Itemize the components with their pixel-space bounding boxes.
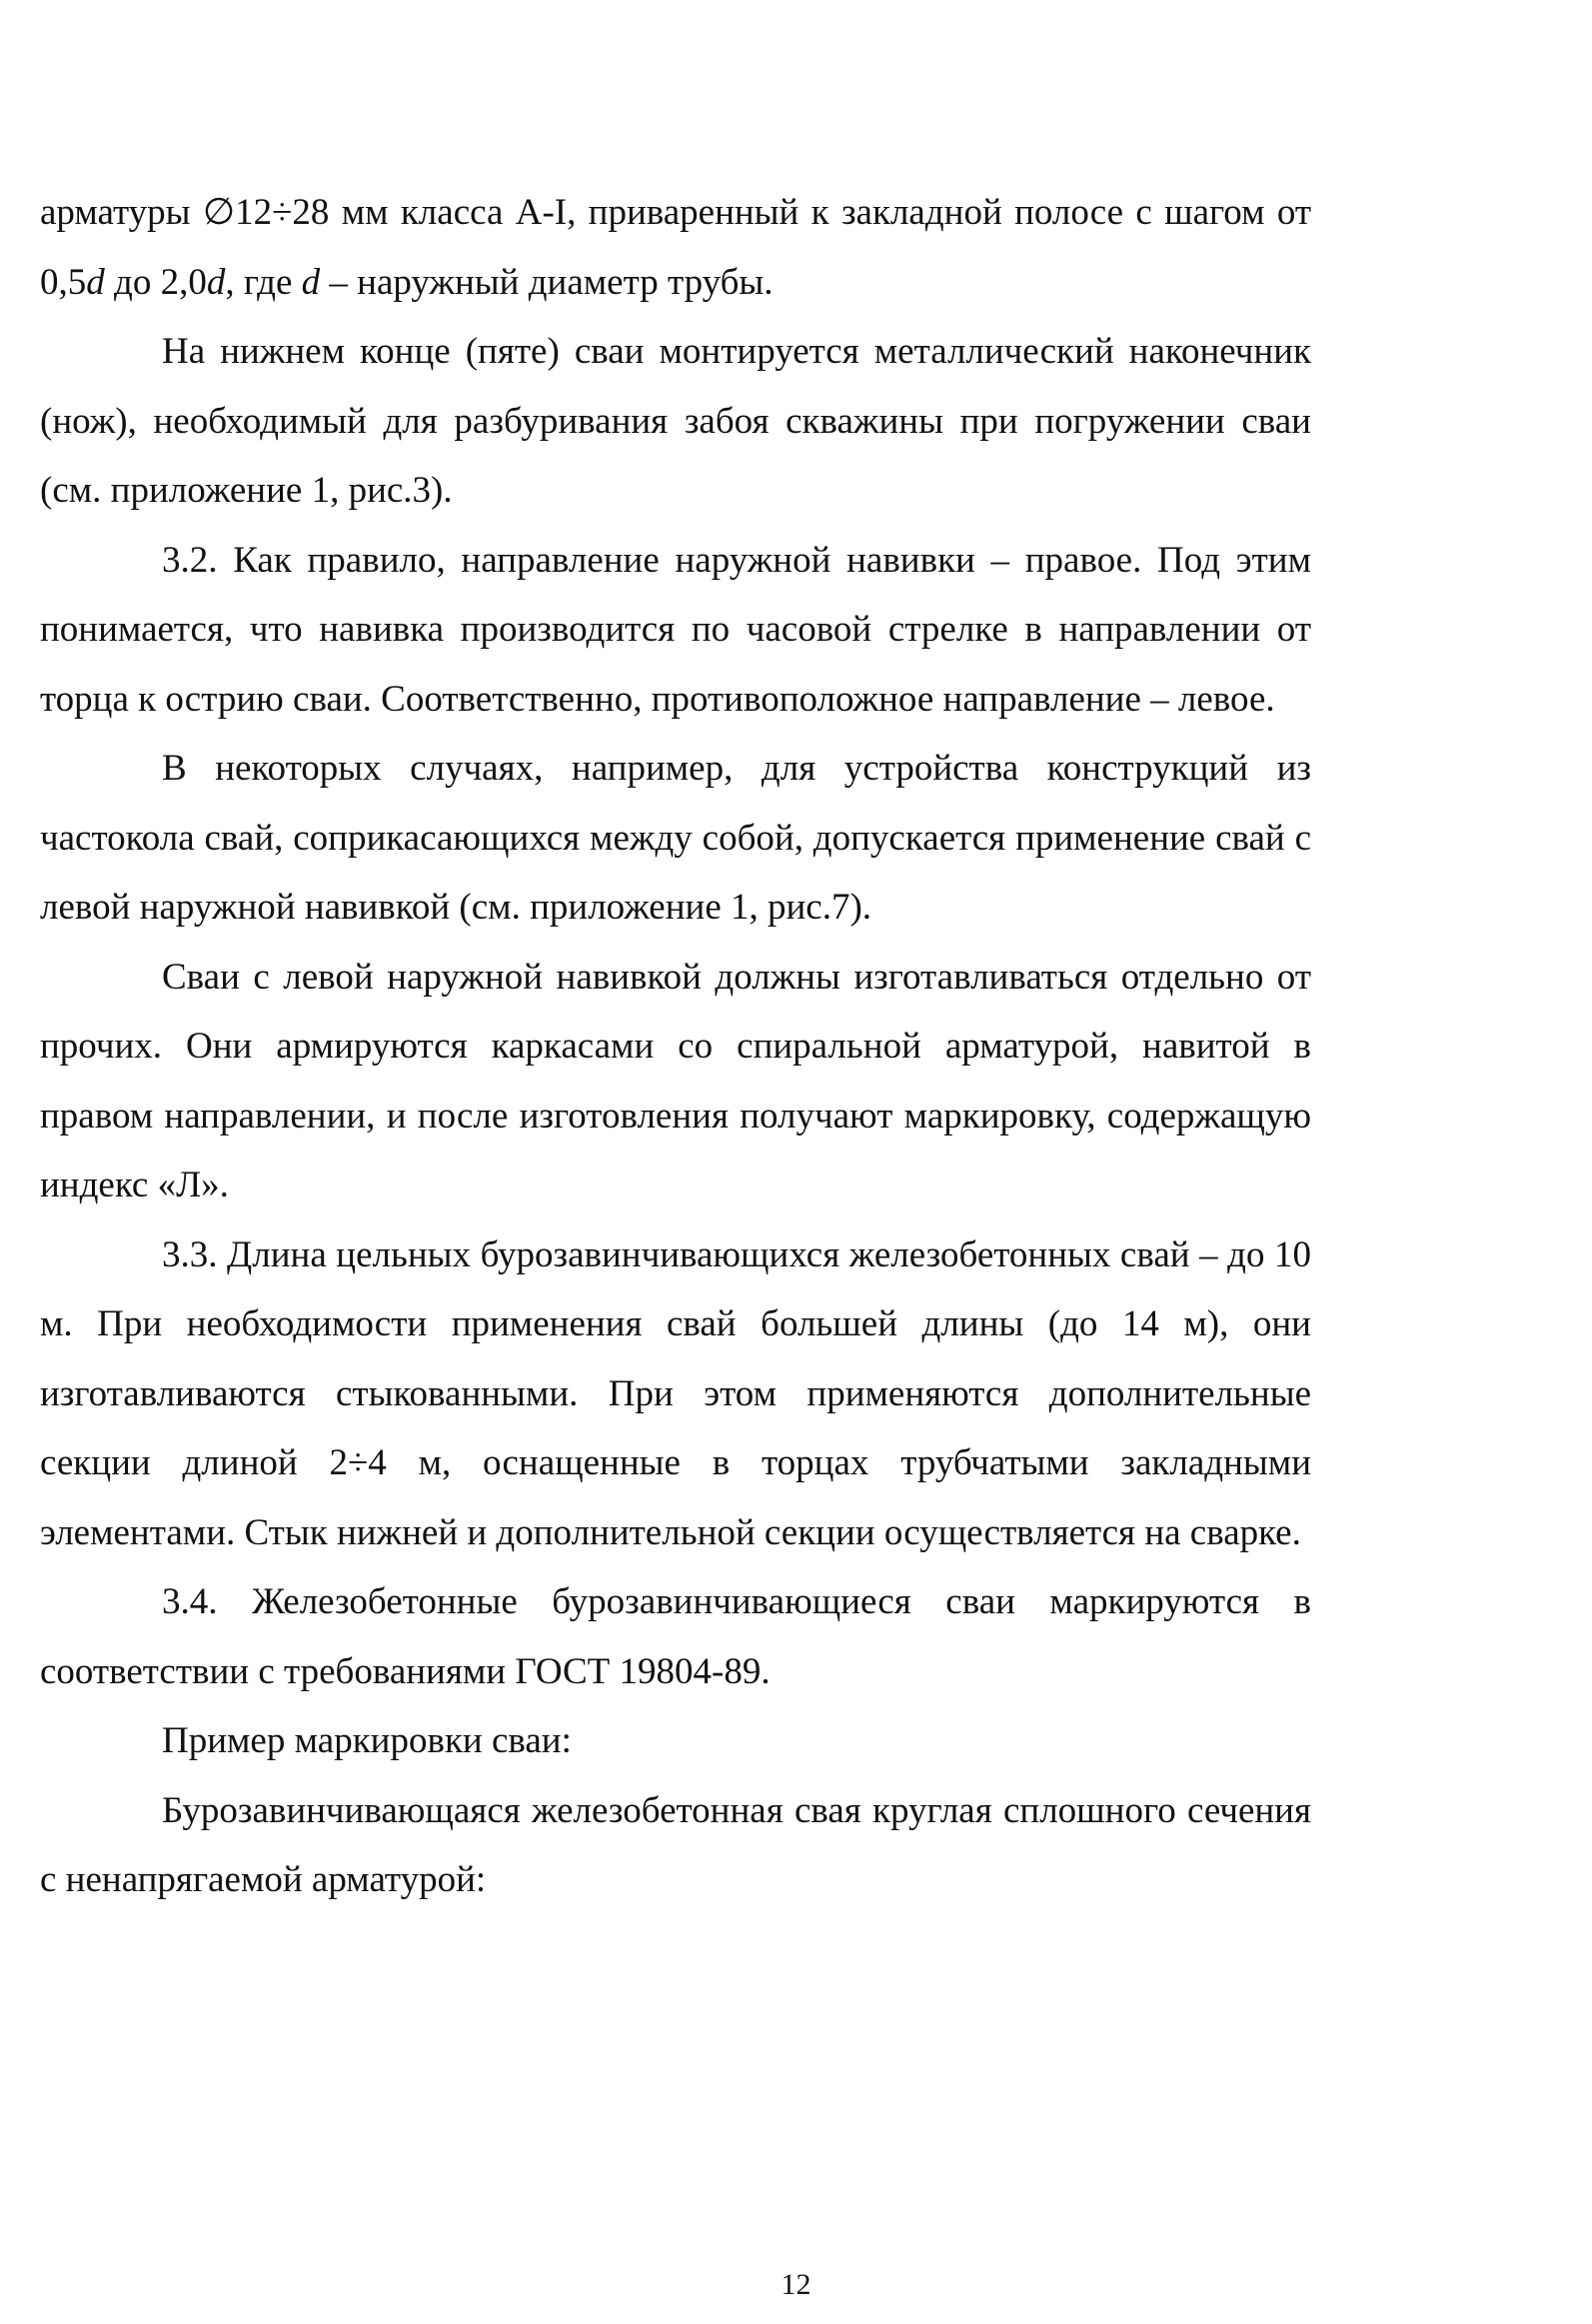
paragraph-left-winding-cases: В некоторых случаях, например, для устройства конструкций из частокола свай, соприкасающихся между собой, допускается применение свай с левой наружной навивкой (см. приложение 1, рис.7). [40,748,1311,928]
page-number: 12 [781,2268,811,2301]
body-text [40,178,1311,1915]
paragraph-pile-description: Бурозавинчивающаяся железобетонная свая круглая сплошного сечения с ненапрягаемой арматурой: [40,1789,1311,1900]
paragraph-left-winding-manufacturing: Сваи с левой наружной навивкой должны изготавливаться отдельно от прочих. Они армируются каркасами со спиральной арматурой, навитой в правом направлении, и после изготовления получают маркировку, содержащую индекс «Л». [40,956,1311,1205]
paragraph-marking-example: Пример маркировки сваи: [162,1720,572,1761]
paragraph-reinforcement: арматуры ∅12÷28 мм класса А-I, приваренный к закладной полосе с шагом от 0,5d до 2,0d, где d – наружный диаметр трубы. [40,192,1311,303]
paragraph-tip: На нижнем конце (пяте) сваи монтируется металлический наконечник (нож), необходимый для разбуривания забоя скважины при погружении сваи (см. приложение 1, рис.3). [40,331,1311,511]
paragraph-3-3: 3.3. Длина цельных бурозавинчивающихся железобетонных свай – до 10 м. При необходимости применения свай большей длины (до 14 м), они изготавливаются стыкованными. При этом применяются дополнительные секции длиной 2÷4 м, оснащенные в торцах трубчатыми закладными элементами. Стык нижней и дополнительной секции осуществляется на сварке. [40,1233,1311,1553]
paragraph-3-4: 3.4. Железобетонные бурозавинчивающиеся сваи маркируются в соответствии с требованиями ГОСТ 19804-89. [40,1581,1311,1692]
paragraph-3-2: 3.2. Как правило, направление наружной навивки – правое. Под этим понимается, что навивка производится по часовой стрелке в направлении от торца к острию сваи. Соответственно, противоположное направление – левое. [40,539,1311,720]
